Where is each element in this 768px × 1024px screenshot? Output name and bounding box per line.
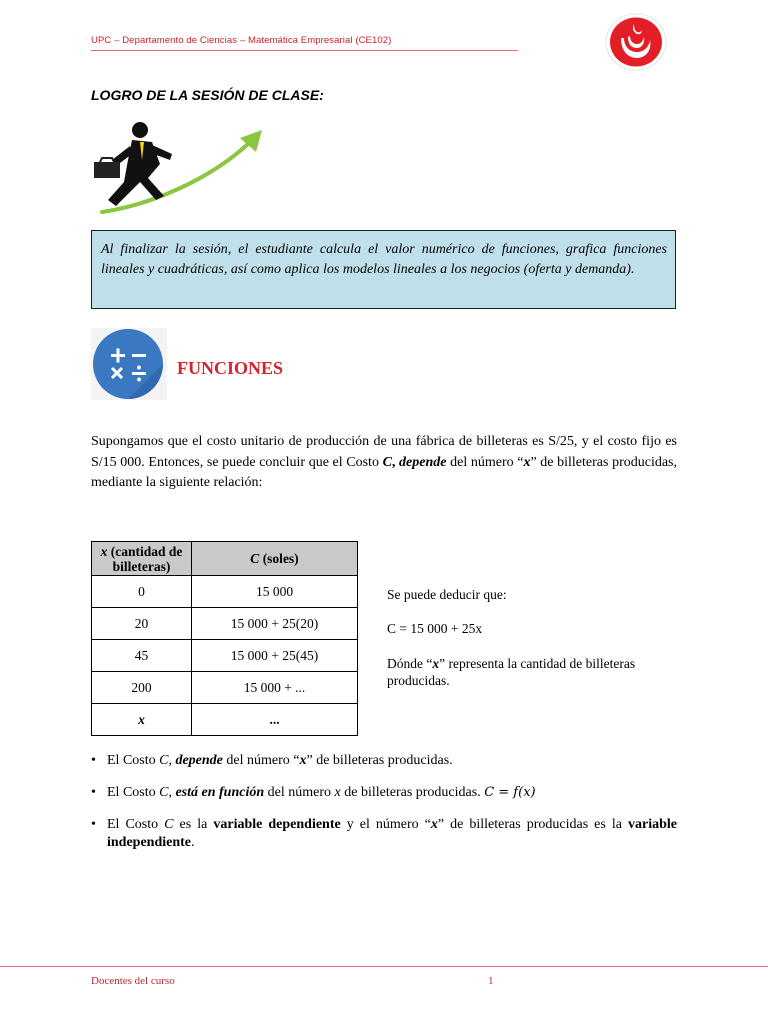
cell-x: 45 [92,640,192,672]
cell-c: ... [192,704,358,736]
header-divider [91,50,518,51]
section-title: LOGRO DE LA SESIÓN DE CLASE: [91,87,324,103]
cell-x: 20 [92,608,192,640]
footer-divider [0,966,768,967]
table-row [92,576,358,608]
businessman-running-icon [90,120,270,220]
header-title: UPC – Departamento de Ciencias – Matemática Empresarial (CE102) [91,35,392,46]
intro-paragraph: Supongamos que el costo unitario de producción de una fábrica de billeteras es S/25, y el costo fijo es S/15 000. Entonces, se puede concluir que el Costo C, depende del número “x” de billeteras producidas, mediante la siguiente relación: [91,434,677,490]
cell-c: 15 000 + ... [192,672,358,704]
header-c: C (soles) [192,542,358,576]
table-row [92,640,358,672]
cost-formula: C = 15 000 + 25x [387,621,483,636]
footer-text: Docentes del curso [91,975,175,987]
functions-heading: FUNCIONES [177,358,284,378]
bullet-dot-icon: • [91,817,96,832]
calculator-operations-icon [91,328,167,400]
page-number: 1 [488,975,494,987]
deduce-text: Se puede deducir que: [387,587,507,602]
table-row [92,704,358,736]
list-item: • El Costo C, depende del número “x” de billeteras producidas. [91,753,453,768]
cell-c: 15 000 + 25(45) [192,640,358,672]
cell-x: x [92,704,192,736]
bullet-dot-icon: • [91,753,96,768]
learning-goal-box: Al finalizar la sesión, el estudiante calcula el valor numérico de funciones, grafica funciones lineales y cuadráticas, así como aplica los modelos lineales a los negocios (oferta y demanda). [91,230,676,309]
header-x: x (cantidad de billeteras) [92,542,192,576]
bullet-list [91,752,677,866]
cell-x: 0 [92,576,192,608]
table-header-row [92,542,358,576]
list-item: • El Costo C, está en función del número x de billeteras producidas. C = f(x) [91,785,536,800]
cell-x: 200 [92,672,192,704]
cost-table [91,541,358,736]
list-item: • El Costo C es la variable dependiente y el número “x” de billeteras producidas es la variable independiente. [91,817,677,850]
cell-c: 15 000 + 25(20) [192,608,358,640]
bullet-dot-icon: • [91,785,96,800]
table-row [92,672,358,704]
upc-logo-icon [604,12,668,72]
table-row [92,608,358,640]
cell-c: 15 000 [192,576,358,608]
donde-text: Dónde “x” representa la cantidad de billeteras producidas. [387,656,636,688]
